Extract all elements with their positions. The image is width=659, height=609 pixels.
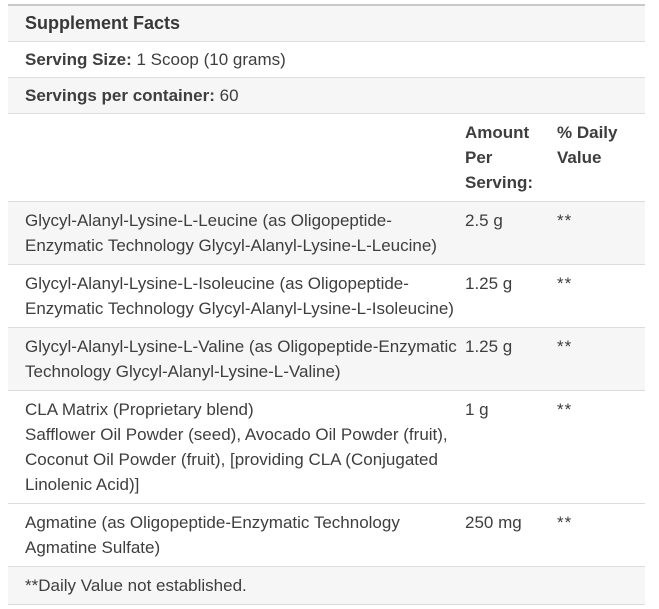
ingredient-amount: 1 g (465, 400, 489, 419)
ingredient-row (8, 391, 645, 504)
footnote-row (8, 567, 645, 605)
amount-per-serving-header: Amount Per Serving: (465, 123, 534, 192)
ingredient-daily-value: ** (557, 513, 573, 532)
servings-per-container-label: Servings per container: (25, 86, 215, 105)
ingredient-name: Glycyl-Alanyl-Lysine-L-Leucine (as Oligopeptide-Enzymatic Technology Glycyl-Alanyl-Lysine-L-Leucine) (25, 211, 437, 255)
ingredient-name: Glycyl-Alanyl-Lysine-L-Isoleucine (as Oligopeptide-Enzymatic Technology Glycyl-Alanyl-Lysine-L-Isoleucine) (25, 274, 454, 318)
title-row (8, 6, 645, 42)
ingredient-description: Safflower Oil Powder (seed), Avocado Oil Powder (fruit), Coconut Oil Powder (fruit), [providing CLA (Conjugated Linolenic Acid)] (25, 425, 448, 494)
daily-value-header-cell (557, 120, 645, 170)
ingredient-daily-value: ** (557, 211, 573, 230)
serving-size-value: 1 Scoop (10 grams) (131, 50, 286, 69)
ingredient-amount: 250 mg (465, 513, 522, 532)
ingredient-amount: 1.25 g (465, 337, 513, 356)
ingredient-row (8, 265, 645, 328)
ingredient-name-block (25, 397, 465, 497)
daily-value-footnote: **Daily Value not established. (25, 576, 247, 595)
amount-header-cell (465, 120, 557, 195)
serving-size-text (25, 47, 286, 72)
ingredient-row (8, 504, 645, 567)
ingredient-daily-value: ** (557, 337, 573, 356)
servings-per-container-row (8, 78, 645, 114)
ingredient-daily-value: ** (557, 400, 573, 419)
serving-size-label: Serving Size: (25, 50, 132, 69)
column-header-row (8, 114, 645, 202)
serving-size-row (8, 42, 645, 78)
servings-per-container-value: 60 (214, 86, 239, 105)
ingredient-daily-value: ** (557, 274, 573, 293)
ingredient-row (8, 328, 645, 391)
ingredient-name: CLA Matrix (Proprietary blend) (25, 400, 254, 419)
ingredient-amount: 1.25 g (465, 274, 513, 293)
ingredient-name: Agmatine (as Oligopeptide-Enzymatic Technology Agmatine Sulfate) (25, 513, 400, 557)
supplement-facts-table (8, 4, 645, 605)
ingredient-name: Glycyl-Alanyl-Lysine-L-Valine (as Oligopeptide-Enzymatic Technology Glycyl-Alanyl-Lysine-L-Valine) (25, 337, 457, 381)
ingredient-amount: 2.5 g (465, 211, 503, 230)
ingredient-row (8, 202, 645, 265)
percent-daily-value-header: % Daily Value (557, 123, 618, 167)
panel-title: Supplement Facts (25, 13, 181, 33)
servings-per-container-text (25, 83, 239, 108)
